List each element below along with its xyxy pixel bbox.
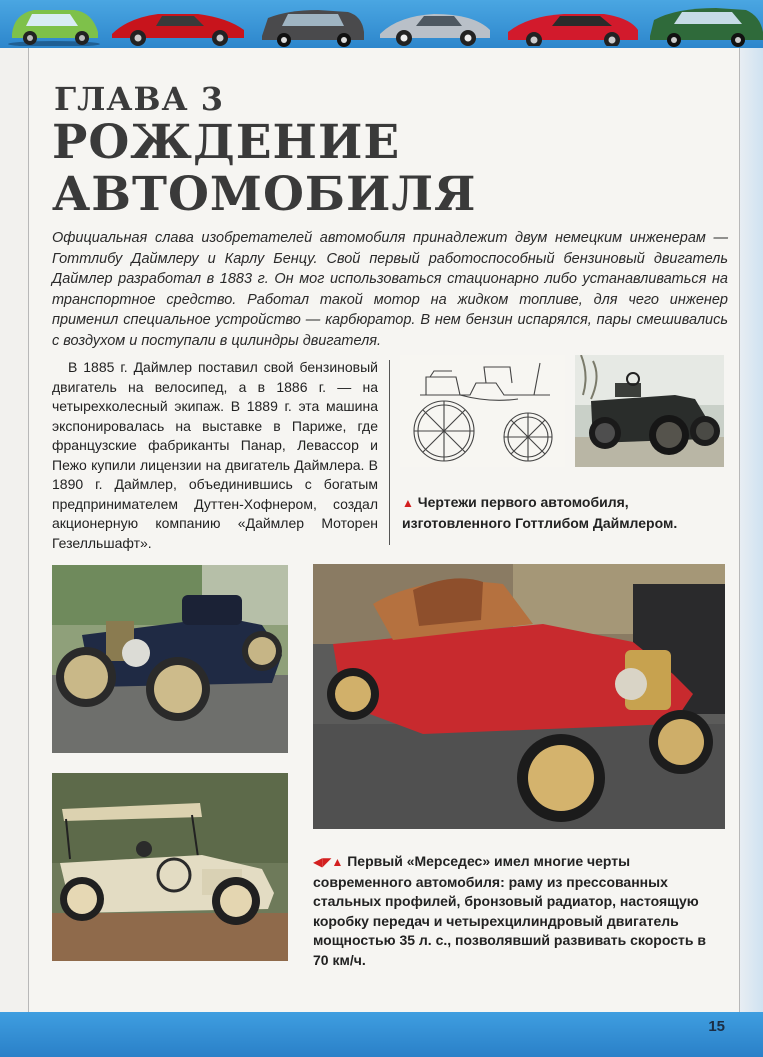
- right-decorative-band: [739, 48, 763, 1014]
- caption-arrow-icon: ▲: [402, 496, 414, 510]
- caption-arrows-icon: ◀◤▲: [313, 855, 344, 869]
- red-sportscar-image: [108, 2, 248, 46]
- top-decorative-strip: [0, 0, 763, 48]
- page-title: РОЖДЕНИЕ АВТОМОБИЛЯ: [52, 115, 477, 222]
- daimler-car-photo: [575, 355, 724, 467]
- silver-roadster-image: [376, 2, 494, 46]
- column-divider: [389, 360, 390, 545]
- green-hatchback-image: [646, 2, 763, 48]
- body-paragraph: В 1885 г. Даймлер поставил свой бензиновый двигатель на велосипед, а в 1886 г. — на четырехколесный экипаж. В 1889 г. эта машина экспонировалась на выставке в Париже, где французские фабриканты Панар, Левассор и Пежо купили лицензии на двигатель Даймлера. В 1890 г. Даймлер, объединившись с богатым предпринимателем Дуттен-Хофнером, создал акционерную компанию «Даймлер Моторен Гезелльшафт».: [52, 359, 378, 551]
- white-mercedes-photo: [52, 773, 288, 961]
- mercedes-caption-text: Первый «Мерседес» имел многие черты современного автомобиля: раму из прессованных стальных профилей, бронзовый радиатор, настоящую коробку передач и четырехцилиндровый двигатель мощностью 35 л. с., позволявший развивать скорость в 70 км/ч.: [313, 853, 706, 968]
- drawings-caption: [402, 493, 724, 533]
- bottom-decorative-band: [0, 1012, 763, 1057]
- blue-mercedes-photo: [52, 565, 288, 753]
- chapter-label: ГЛАВА 3: [54, 80, 224, 118]
- red-coupe-image: [504, 2, 640, 46]
- intro-paragraph: Официальная слава изобретателей автомобиля принадлежит двум немецким инженерам — Готтлибу Даймлеру и Карлу Бенцу. Свой первый работоспособный бензиновый двигатель Даймлер разработал в 1883 г. Он мог использоваться стационарно либо устанавливаться на транспортное средство. Работал такой мотор на жидком топливе, для чего инженер применил специальное устройство — карбюратор. В нем бензин испарялся, пары смешивались с воздухом и поступали в цилиндры двигателя.: [52, 230, 728, 349]
- daimler-car-drawing: [400, 355, 565, 467]
- classic-limousine-image: [258, 2, 368, 48]
- red-mercedes-photo: [313, 564, 725, 829]
- page-number: 15: [708, 1018, 725, 1035]
- drawings-caption-text: Чертежи первого автомобиля, изготовленного Готтлибом Даймлером.: [402, 494, 678, 531]
- green-microcar-image: [4, 2, 104, 46]
- mercedes-caption: [313, 852, 725, 970]
